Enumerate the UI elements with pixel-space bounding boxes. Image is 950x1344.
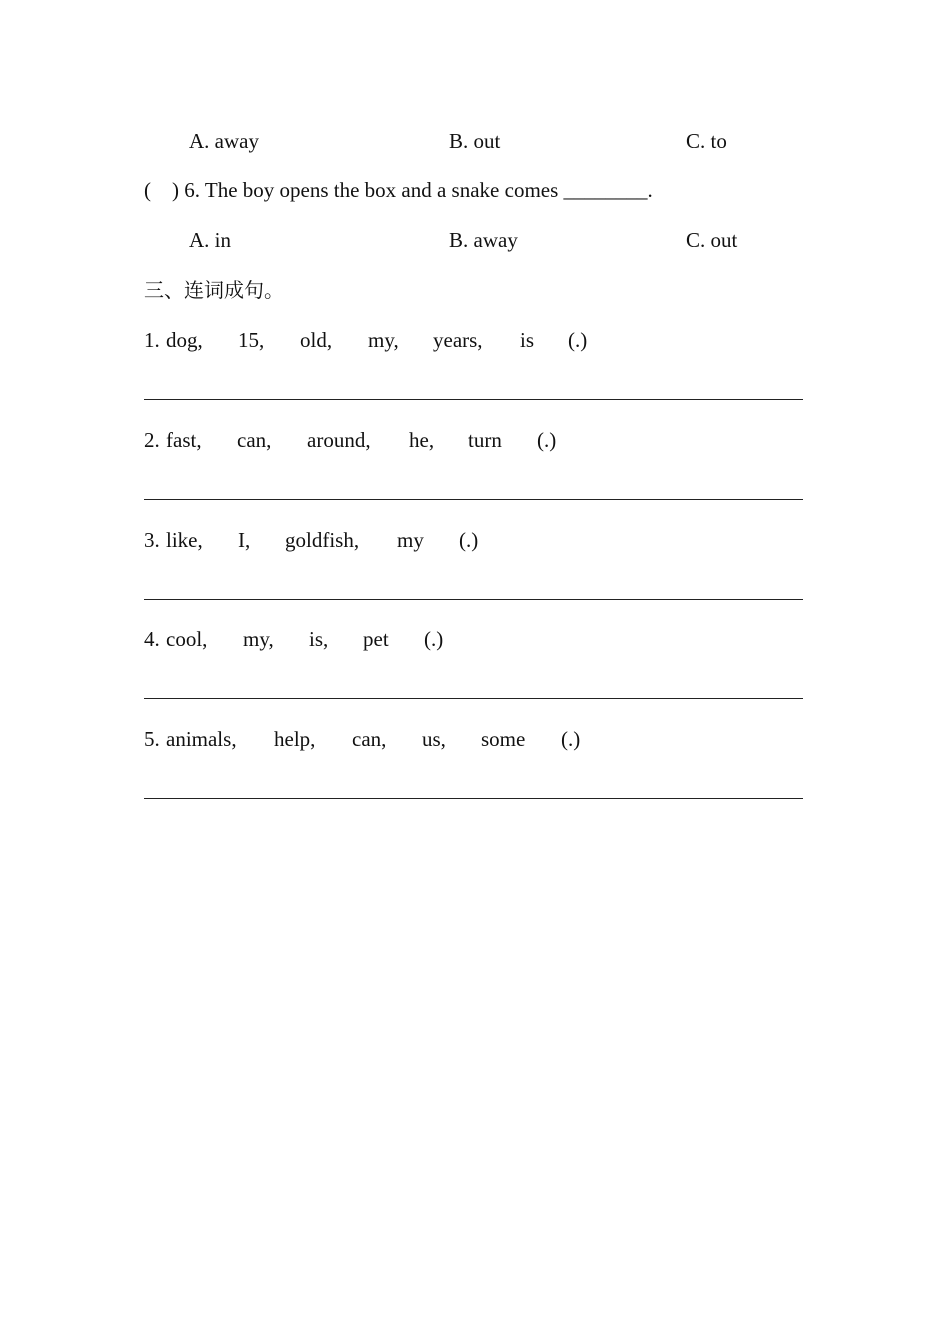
word-token: old, (300, 328, 333, 352)
q6-option-b: B. away (449, 228, 518, 252)
word-token: my, (243, 627, 274, 651)
answer-blank-close: ) (172, 178, 179, 202)
word-token: can, (237, 428, 272, 452)
word-token: years, (433, 328, 483, 352)
item-number: 1. (144, 328, 160, 352)
word-token: he, (409, 428, 435, 452)
word-token: my (397, 528, 424, 552)
word-token: cool, (166, 627, 208, 651)
word-token: fast, (166, 428, 202, 452)
word-token: is (520, 328, 535, 352)
word-token: like, (166, 528, 203, 552)
q5-option-c: C. to (686, 129, 727, 153)
word-token: some (481, 727, 526, 751)
question-6 (144, 180, 653, 201)
q5-option-b: B. out (449, 129, 501, 153)
item-number: 5. (144, 727, 160, 751)
item-number: 2. (144, 428, 160, 452)
q6-option-c: C. out (686, 228, 738, 252)
word-token: goldfish, (285, 528, 360, 552)
question-6-text: 6. The boy opens the box and a snake comes ________. (184, 178, 653, 202)
word-token: 15, (238, 328, 265, 352)
word-token: is, (309, 627, 329, 651)
answer-line (144, 399, 803, 400)
item-number: 3. (144, 528, 160, 552)
answer-blank-open: ( (144, 178, 151, 202)
answer-line (144, 599, 803, 600)
word-token: pet (363, 627, 389, 651)
word-token: I, (238, 528, 251, 552)
word-token: turn (468, 428, 502, 452)
word-token: animals, (166, 727, 237, 751)
word-token: us, (422, 727, 446, 751)
word-token: (.) (568, 328, 588, 352)
word-token: my, (368, 328, 399, 352)
section-3-title: 三、连词成句。 (144, 278, 284, 302)
answer-line (144, 798, 803, 799)
q5-option-a: A. away (189, 129, 259, 153)
word-token: around, (307, 428, 371, 452)
answer-line (144, 698, 803, 699)
word-token: (.) (459, 528, 479, 552)
word-token: (.) (424, 627, 444, 651)
word-token: (.) (537, 428, 557, 452)
word-token: help, (274, 727, 316, 751)
word-token: (.) (561, 727, 581, 751)
item-number: 4. (144, 627, 160, 651)
word-token: dog, (166, 328, 203, 352)
q6-option-a: A. in (189, 228, 231, 252)
word-token: can, (352, 727, 387, 751)
answer-line (144, 499, 803, 500)
